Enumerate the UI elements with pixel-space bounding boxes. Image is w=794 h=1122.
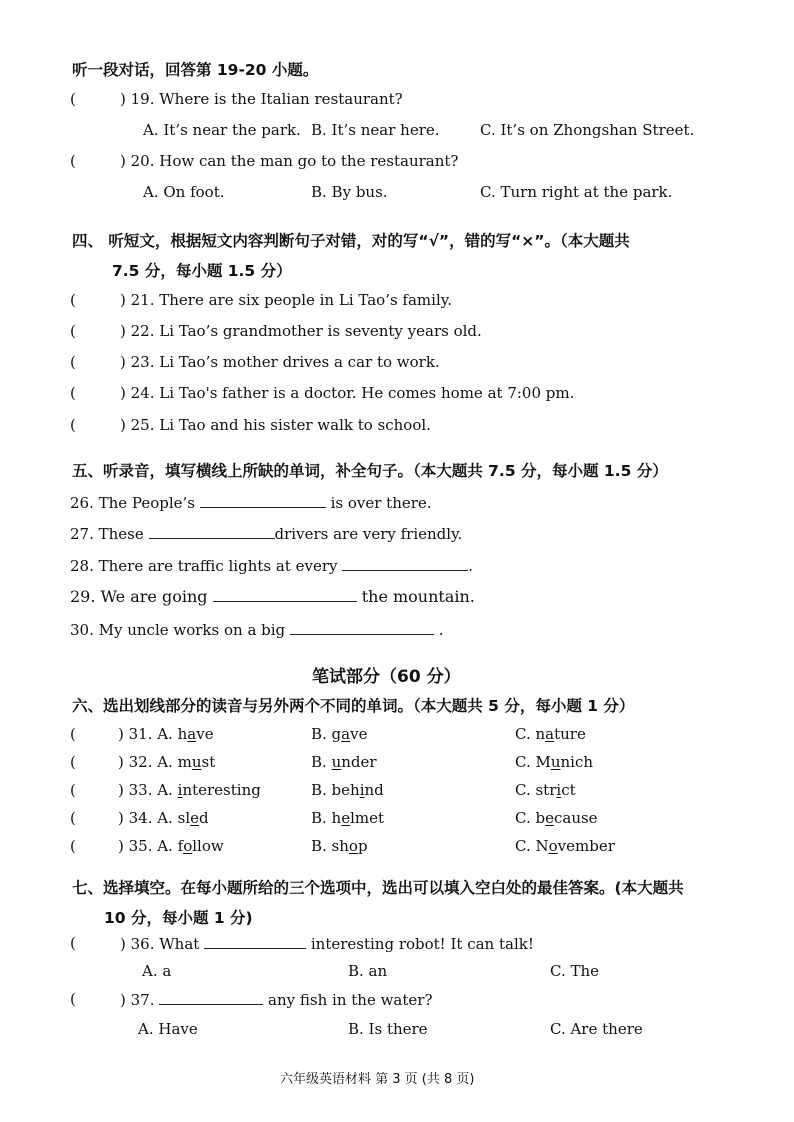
underlined-letter: o bbox=[183, 837, 193, 855]
word-part: ture bbox=[554, 725, 586, 743]
question-number: ) 35. A. bbox=[118, 837, 178, 855]
answer-paren[interactable]: ( bbox=[70, 934, 76, 952]
q36-blank[interactable] bbox=[204, 934, 306, 949]
answer-paren[interactable]: ( bbox=[70, 416, 76, 434]
underlined-letter: i bbox=[177, 781, 183, 799]
statement-21: ) 21. There are six people in Li Tao’s family. bbox=[120, 291, 452, 309]
answer-paren[interactable]: ( bbox=[70, 837, 76, 855]
q36-text-before: ) 36. What bbox=[120, 935, 200, 953]
question-number: ) 32. A. bbox=[118, 753, 178, 771]
phonics-option-b bbox=[311, 809, 384, 827]
q37-blank[interactable] bbox=[159, 990, 263, 1005]
q36-option-a: A. a bbox=[142, 962, 172, 980]
q20-option-b: B. By bus. bbox=[311, 183, 388, 201]
fill-question-26 bbox=[70, 493, 432, 512]
question-37 bbox=[120, 990, 432, 1009]
q27-text-before: 27. These bbox=[70, 525, 144, 543]
underlined-letter: a bbox=[187, 725, 197, 743]
underlined-letter: o bbox=[548, 837, 558, 855]
word-part: st bbox=[201, 753, 216, 771]
q37-option-a: A. Have bbox=[138, 1020, 198, 1038]
section-4-title-cont: 7.5 分，每小题 1.5 分） bbox=[112, 262, 292, 280]
fill-question-28 bbox=[70, 556, 473, 575]
word-part: h bbox=[177, 725, 188, 743]
answer-paren[interactable]: ( bbox=[70, 753, 76, 771]
q28-blank[interactable] bbox=[342, 556, 468, 571]
underlined-letter: u bbox=[191, 753, 202, 771]
q36-text-after: interesting robot! It can talk! bbox=[310, 935, 534, 953]
word-part: ct bbox=[561, 781, 576, 799]
underlined-letter: a bbox=[545, 725, 555, 743]
q37-text-after: any fish in the water? bbox=[268, 991, 433, 1009]
answer-paren[interactable]: ( bbox=[70, 152, 76, 170]
word-part: C. str bbox=[515, 781, 557, 799]
q37-option-b: B. Is there bbox=[348, 1020, 428, 1038]
phonics-option-c bbox=[515, 753, 593, 771]
phonics-option-b bbox=[311, 725, 367, 743]
section-7-title-cont: 10 分，每小题 1 分) bbox=[104, 909, 253, 927]
q30-blank[interactable] bbox=[290, 620, 434, 635]
question-19: ) 19. Where is the Italian restaurant? bbox=[120, 90, 403, 108]
word-part: C. b bbox=[515, 809, 546, 827]
word-part: nd bbox=[364, 781, 384, 799]
statement-23: ) 23. Li Tao’s mother drives a car to work. bbox=[120, 353, 440, 371]
underlined-letter: i bbox=[556, 781, 562, 799]
word-part: C. n bbox=[515, 725, 546, 743]
q28-text-after: . bbox=[468, 557, 474, 575]
answer-paren[interactable]: ( bbox=[70, 990, 76, 1008]
word-part: nder bbox=[341, 753, 377, 771]
q36-option-b: B. an bbox=[348, 962, 388, 980]
q26-text-after: is over there. bbox=[330, 494, 432, 512]
phonics-option-b bbox=[311, 781, 384, 799]
section-4-title: 四、 听短文，根据短文内容判断句子对错，对的写“√”，错的写“×”。（本大题共 bbox=[72, 232, 630, 250]
phonics-option-a bbox=[118, 837, 224, 855]
answer-paren[interactable]: ( bbox=[70, 781, 76, 799]
question-20: ) 20. How can the man go to the restaurant? bbox=[120, 152, 459, 170]
q30-text-after: . bbox=[438, 621, 444, 639]
question-36 bbox=[120, 934, 534, 953]
statement-25: ) 25. Li Tao and his sister walk to school. bbox=[120, 416, 431, 434]
underlined-letter: e bbox=[190, 809, 200, 827]
written-part-title: 笔试部分（60 分） bbox=[312, 667, 461, 687]
answer-paren[interactable]: ( bbox=[70, 353, 76, 371]
word-part: lmet bbox=[350, 809, 385, 827]
phonics-option-c bbox=[515, 781, 576, 799]
word-part: sl bbox=[177, 809, 191, 827]
word-part: B. bbox=[311, 753, 332, 771]
word-part: ve bbox=[350, 725, 368, 743]
word-part: nteresting bbox=[182, 781, 261, 799]
q29-text-before: 29. We are going bbox=[70, 587, 208, 606]
word-part: B. h bbox=[311, 809, 342, 827]
underlined-letter: a bbox=[341, 725, 351, 743]
word-part: llow bbox=[192, 837, 224, 855]
q27-blank[interactable] bbox=[149, 524, 275, 539]
q19-option-b: B. It’s near here. bbox=[311, 121, 440, 139]
statement-22: ) 22. Li Tao’s grandmother is seventy years old. bbox=[120, 322, 482, 340]
q26-blank[interactable] bbox=[200, 493, 326, 508]
phonics-option-a bbox=[118, 725, 214, 743]
fill-question-29 bbox=[70, 587, 475, 606]
phonics-option-c bbox=[515, 725, 586, 743]
section-5-title: 五、听录音，填写横线上所缺的单词，补全句子。（本大题共 7.5 分，每小题 1.5 分） bbox=[72, 462, 668, 480]
phonics-option-c bbox=[515, 837, 615, 855]
q29-text-after: the mountain. bbox=[361, 587, 475, 606]
phonics-option-b bbox=[311, 753, 377, 771]
word-part: C. M bbox=[515, 753, 551, 771]
q36-option-c: C. The bbox=[550, 962, 600, 980]
word-part: d bbox=[199, 809, 209, 827]
word-part: p bbox=[357, 837, 368, 855]
q19-option-c: C. It’s on Zhongshan Street. bbox=[480, 121, 695, 139]
word-part: m bbox=[177, 753, 192, 771]
word-part: B. sh bbox=[311, 837, 349, 855]
underlined-letter: e bbox=[545, 809, 554, 827]
question-number: ) 33. A. bbox=[118, 781, 178, 799]
word-part: B. beh bbox=[311, 781, 360, 799]
listening-intro-19-20: 听一段对话，回答第 19-20 小题。 bbox=[72, 61, 319, 79]
phonics-option-c bbox=[515, 809, 598, 827]
answer-paren[interactable]: ( bbox=[70, 291, 76, 309]
q27-text-after: drivers are very friendly. bbox=[274, 525, 463, 543]
answer-paren[interactable]: ( bbox=[70, 322, 76, 340]
underlined-letter: e bbox=[341, 809, 351, 827]
statement-24: ) 24. Li Tao's father is a doctor. He comes home at 7:00 pm. bbox=[120, 384, 575, 402]
section-6-title: 六、选出划线部分的读音与另外两个不同的单词。（本大题共 5 分，每小题 1 分） bbox=[72, 697, 635, 715]
word-part: nich bbox=[560, 753, 594, 771]
underlined-letter: u bbox=[550, 753, 561, 771]
q20-option-a: A. On foot. bbox=[143, 183, 225, 201]
section-7-title: 七、选择填空。在每小题所给的三个选项中，选出可以填入空白处的最佳答案。(本大题共 bbox=[72, 879, 684, 897]
question-number: ) 31. A. bbox=[118, 725, 178, 743]
answer-paren[interactable]: ( bbox=[70, 725, 76, 743]
word-part: vember bbox=[557, 837, 615, 855]
answer-paren[interactable]: ( bbox=[70, 90, 76, 108]
phonics-option-b bbox=[311, 837, 368, 855]
fill-question-27 bbox=[70, 524, 462, 543]
page-footer: 六年级英语材料 第 3 页 (共 8 页) bbox=[280, 1072, 475, 1087]
question-number: ) 34. A. bbox=[118, 809, 178, 827]
q28-text-before: 28. There are traffic lights at every bbox=[70, 557, 338, 575]
q26-text-before: 26. The People’s bbox=[70, 494, 196, 512]
phonics-option-a bbox=[118, 781, 261, 799]
phonics-option-a bbox=[118, 809, 209, 827]
underlined-letter: u bbox=[331, 753, 342, 771]
word-part: B. g bbox=[311, 725, 342, 743]
phonics-option-a bbox=[118, 753, 215, 771]
q20-option-c: C. Turn right at the park. bbox=[480, 183, 673, 201]
word-part: ve bbox=[196, 725, 214, 743]
underlined-letter: i bbox=[359, 781, 365, 799]
underlined-letter: o bbox=[348, 837, 358, 855]
word-part: C. N bbox=[515, 837, 549, 855]
q19-option-a: A. It’s near the park. bbox=[143, 121, 301, 139]
word-part: f bbox=[177, 837, 184, 855]
q30-text-before: 30. My uncle works on a big bbox=[70, 621, 286, 639]
fill-question-30 bbox=[70, 620, 444, 639]
answer-paren[interactable]: ( bbox=[70, 809, 76, 827]
answer-paren[interactable]: ( bbox=[70, 384, 76, 402]
word-part: cause bbox=[553, 809, 598, 827]
q37-option-c: C. Are there bbox=[550, 1020, 643, 1038]
q29-blank[interactable] bbox=[213, 587, 357, 602]
q37-text-before: ) 37. bbox=[120, 991, 155, 1009]
